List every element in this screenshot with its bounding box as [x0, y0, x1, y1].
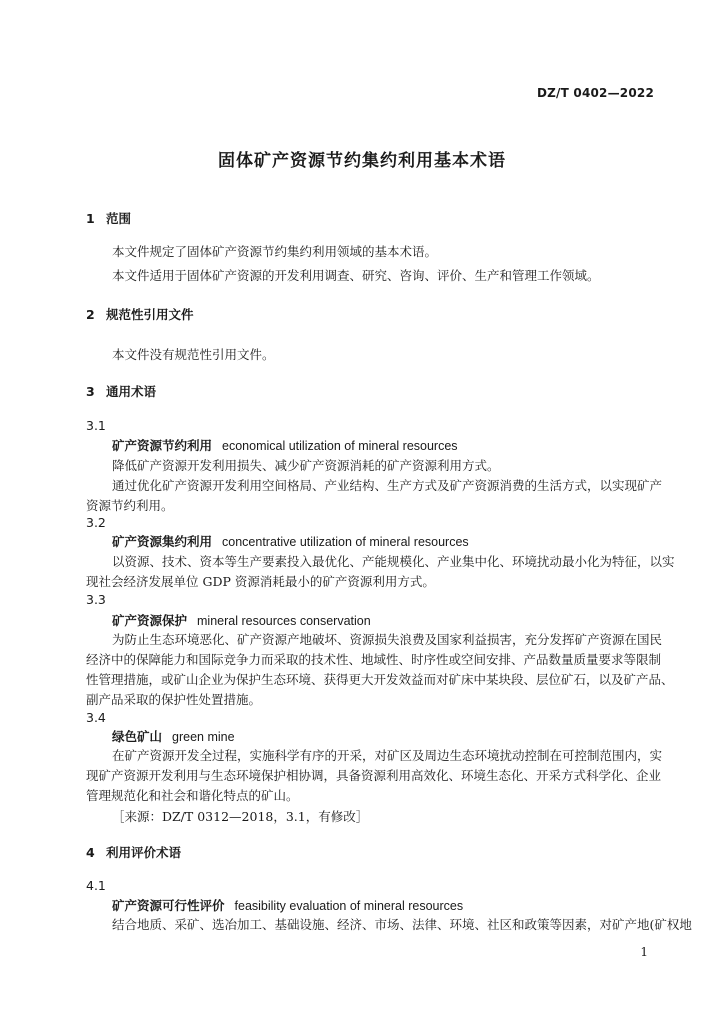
document-title: 固体矿产资源节约集约利用基本术语 — [218, 151, 506, 171]
term-definition: 结合地质、采矿、选冶加工、基础设施、经济、市场、法律、环境、社区和政策等因素，对矿产地(矿权地 — [112, 917, 692, 932]
section-1-heading — [86, 209, 131, 227]
term-heading — [112, 727, 235, 745]
paragraph: 本文件规定了固体矿产资源节约集约利用领域的基本术语。 — [112, 244, 438, 259]
section-title: 范围 — [106, 211, 132, 226]
term-source: ［来源：DZ/T 0312—2018，3.1，有修改］ — [112, 809, 369, 824]
term-en: mineral resources conservation — [197, 614, 371, 628]
page-number: 1 — [640, 945, 648, 959]
term-number: 4.1 — [86, 878, 106, 893]
paragraph: 本文件没有规范性引用文件。 — [112, 347, 275, 362]
term-definition: 为防止生态环境恶化、矿产资源产地破坏、资源损失浪费及国家利益损害，充分发挥矿产资源在国民 — [112, 632, 663, 647]
term-definition: 降低矿产资源开发利用损失、减少矿产资源消耗的矿产资源利用方式。 — [112, 458, 500, 473]
term-zh: 矿产资源节约利用 — [112, 438, 213, 453]
term-definition: 现社会经济发展单位 GDP 资源消耗最小的矿产资源利用方式。 — [86, 574, 435, 589]
term-en: green mine — [172, 730, 235, 744]
term-number: 3.2 — [86, 515, 106, 530]
term-definition: 以资源、技术、资本等生产要素投入最优化、产能规模化、产业集中化、环境扰动最小化为特征，以实 — [112, 554, 675, 569]
section-number: 3 — [86, 384, 95, 399]
section-3-heading — [86, 382, 156, 400]
term-definition: 在矿产资源开发全过程，实施科学有序的开采，对矿区及周边生态环境扰动控制在可控制范围内，实 — [112, 748, 663, 763]
term-definition: 经济中的保障能力和国际竞争力而采取的技术性、地域性、时序性或空间安排、产品数量质量要求等限制 — [86, 652, 662, 667]
term-number: 3.3 — [86, 592, 106, 607]
section-title: 通用术语 — [106, 384, 157, 399]
section-number: 1 — [86, 211, 95, 226]
term-zh: 矿产资源集约利用 — [112, 534, 213, 549]
section-title: 规范性引用文件 — [106, 307, 194, 322]
standard-code: DZ/T 0402—2022 — [536, 86, 654, 100]
term-zh: 矿产资源保护 — [112, 613, 188, 628]
term-definition: 现矿产资源开发利用与生态环境保护相协调，具备资源利用高效化、环境生态化、开采方式科学化、企业 — [86, 768, 662, 783]
term-note: 通过优化矿产资源开发利用空间格局、产业结构、生产方式及矿产资源消费的生活方式，以实现矿产 — [112, 478, 663, 493]
section-number: 4 — [86, 845, 95, 860]
term-heading — [112, 532, 469, 550]
section-4-heading — [86, 843, 181, 861]
section-number: 2 — [86, 307, 95, 322]
term-heading — [112, 611, 371, 629]
term-zh: 绿色矿山 — [112, 729, 163, 744]
section-title: 利用评价术语 — [106, 845, 182, 860]
term-heading — [112, 896, 463, 914]
term-definition: 性管理措施，或矿山企业为保护生态环境、获得更大开发效益而对矿床中某块段、层位矿石，以及矿产品、 — [86, 672, 674, 687]
term-number: 3.1 — [86, 418, 106, 433]
section-2-heading — [86, 305, 194, 323]
term-heading — [112, 436, 458, 454]
term-definition: 副产品采取的保护性处置措施。 — [86, 692, 262, 707]
paragraph: 本文件适用于固体矿产资源的开发利用调查、研究、咨询、评价、生产和管理工作领域。 — [112, 268, 600, 283]
term-note: 资源节约利用。 — [86, 498, 174, 513]
term-definition: 管理规范化和社会和谐化特点的矿山。 — [86, 788, 299, 803]
term-number: 3.4 — [86, 710, 106, 725]
term-en: feasibility evaluation of mineral resources — [234, 899, 464, 913]
term-zh: 矿产资源可行性评价 — [112, 898, 225, 913]
term-en: economical utilization of mineral resources — [222, 439, 458, 453]
term-en: concentrative utilization of mineral resources — [222, 535, 469, 549]
